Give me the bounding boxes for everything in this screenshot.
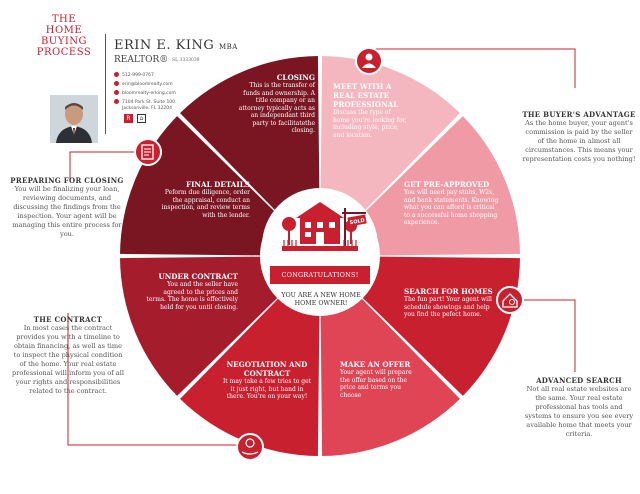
note-text: As the home buyer, your agent's commission is paid by the seller of the home in almost all circumstances. This means your representation costs you nothing! <box>522 119 636 163</box>
realtor-label: REALTOR® <box>114 55 169 65</box>
contact-city: Jacksonville, FL 32204 <box>122 106 172 111</box>
equal-housing-icon: ⌂ <box>137 114 146 123</box>
note-preparing-closing <box>6 176 128 239</box>
note-title: THE BUYER'S ADVANTAGE <box>522 110 636 119</box>
realtor-logo-icon: R <box>124 114 133 123</box>
segment-title: SEARCH FOR HOMES <box>404 287 493 296</box>
note-title: PREPARING FOR CLOSING <box>10 176 124 185</box>
center-message-line: HOME OWNER! <box>294 300 348 307</box>
segment-title: MEET WITH A REAL ESTATE PROFESSIONAL <box>333 82 399 109</box>
segment-offer <box>340 360 416 399</box>
title-line: HOME BUYING <box>40 25 88 47</box>
segment-text: It may take a few tries to get it just right, but hand in there. You're on your way! <box>222 378 312 400</box>
segment-text: Discuss the type of home you're looking for, including style, price, and location. <box>333 109 407 139</box>
segment-text: You will need pay stubs, W2s, and bank statements. Knowing what you can afford is critical to a successful home shopping experience. <box>404 189 499 226</box>
segment-title: FINAL DETAILS <box>185 180 250 189</box>
segment-text: The fun part! Your agent will schedule showings and help you find the pefect home. <box>404 296 492 318</box>
checklist-icon <box>135 139 161 165</box>
segment-preapproved <box>404 180 500 227</box>
contact-text: bloomrealty-erking.com <box>122 91 176 96</box>
segment-text: This is the transfer of funds and ownership. A title company or an attorney typically acts as an independant third party to facilitatethe closing. <box>238 82 315 134</box>
title-line: THE <box>51 14 77 25</box>
segment-final-details <box>158 180 250 219</box>
note-text: You will be finalizing your loan, reviewing documents, and discussing the findings from the inspection. Your agent will be managing this entire process for you. <box>12 185 122 238</box>
center-message-line: YOU ARE A NEW HOME <box>281 292 361 299</box>
agent-suffix: MBA <box>218 43 238 51</box>
segment-text: Your agent will prepare the offer based on the price and terms you choose <box>340 369 412 399</box>
note-advanced-search <box>524 376 634 439</box>
money-hands-icon <box>237 434 263 460</box>
note-text: In most cases the contract provides you with a timeline to obtain financing, as well as time to inspect the physical condition of the home. Your real estate professional will inform you of all your rights and responsibilities related to the contract. <box>12 324 124 395</box>
note-contract <box>10 315 126 396</box>
contact-text: 512-999-0767 <box>122 73 154 78</box>
contact-text: 7104 Park St. Suite 100 <box>122 100 176 105</box>
contact-text: erin@bloomrealty.com <box>122 82 173 87</box>
segment-meet <box>333 82 409 139</box>
sold-sign-text: SOLD <box>349 217 366 227</box>
note-buyers-advantage <box>522 110 636 164</box>
segment-text: You and the seller have agreed to the prices and terms. The home is effectively held for you until closing. <box>146 281 238 311</box>
center-message <box>266 292 376 308</box>
segment-title: CLOSING <box>276 73 315 82</box>
agent-name-text: ERIN E. KING <box>114 38 215 53</box>
segment-title: MAKE AN OFFER <box>340 360 411 369</box>
house-search-icon <box>497 287 523 313</box>
segment-title: NEGOTIATION AND CONTRACT <box>226 360 308 378</box>
segment-search <box>404 287 494 319</box>
person-icon <box>356 48 382 74</box>
note-title: THE CONTRACT <box>33 315 103 324</box>
segment-negotiation <box>222 360 312 401</box>
segment-under-contract <box>146 272 238 311</box>
segment-closing <box>235 73 315 135</box>
title-line: PROCESS <box>36 47 92 58</box>
connector-advanced <box>520 300 575 372</box>
note-title: ADVANCED SEARCH <box>536 376 622 385</box>
congratulations-banner: CONGRATULATIONS! <box>270 266 370 284</box>
segment-text: Peform due diligence, order the appraisal, conduct an inspection, and review terms with the lender. <box>161 189 250 219</box>
segment-title: GET PRE-APPROVED <box>404 180 490 189</box>
license-number: SL 3333039 <box>172 58 200 63</box>
segment-title: UNDER CONTRACT <box>158 272 238 281</box>
note-text: Not all real estate websites are the same. Your real estate professional has tools and systems to ensure you see every available home that meets your criteria. <box>524 385 634 438</box>
